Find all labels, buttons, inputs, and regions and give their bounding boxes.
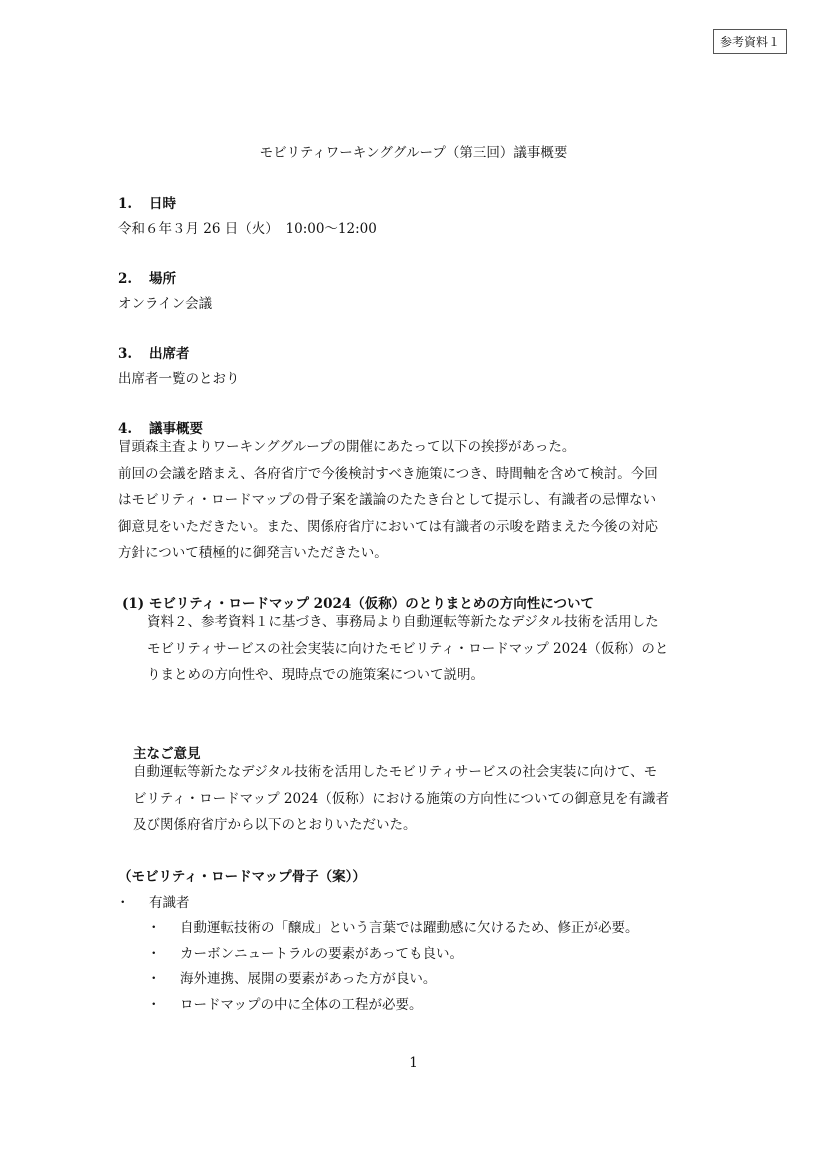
paragraph-line: 御意見をいただきたい。また、関係府省庁においては有識者の示唆を踏まえた今後の対応 [118, 518, 658, 535]
paragraph-line: 資料２、参考資料１に基づき、事務局より自動運転等新たなデジタル技術を活用した [147, 614, 659, 630]
bullet-glyph: ・ [147, 997, 161, 1013]
opinions-heading: 主なご意見 [133, 746, 201, 762]
section-number: 4. [118, 421, 133, 437]
section-heading-datetime [118, 192, 176, 212]
section-title: 出席者 [149, 346, 190, 362]
section-title: 議事概要 [149, 421, 203, 437]
page-number: 1 [409, 1055, 418, 1071]
paragraph-line: 前回の会議を踏まえ、各府省庁で今後検討すべき施策につき、時間軸を含めて検討。今回 [118, 465, 658, 482]
section-heading-attendees [118, 342, 190, 362]
section-heading-location [118, 267, 176, 287]
group-label-experts: 有識者 [149, 895, 190, 911]
section-title: 場所 [149, 271, 176, 287]
section-title: 日時 [149, 196, 176, 212]
datetime-value: 令和６年３月 26 日（火） 10:00～12:00 [118, 221, 377, 237]
paragraph-line: りまとめの方向性や、現時点での施策案について説明。 [147, 667, 484, 683]
attendees-value: 出席者一覧のとおり [118, 371, 240, 387]
section-number: 1. [118, 196, 133, 212]
opinion-item: ロードマップの中に全体の工程が必要。 [180, 997, 423, 1013]
bullet-glyph: ・ [147, 920, 161, 936]
document-title: モビリティワーキンググループ（第三回）議事概要 [259, 145, 568, 161]
bullet-glyph: ・ [147, 946, 161, 962]
subsection-heading: (1) モビリティ・ロードマップ 2024（仮称）のとりまとめの方向性について [122, 596, 594, 612]
bullet-glyph: ・ [116, 895, 130, 911]
paragraph-line: モビリティサービスの社会実装に向けたモビリティ・ロードマップ 2024（仮称）のと [147, 640, 669, 657]
paragraph-line: はモビリティ・ロードマップの骨子案を議論のたたき台として提示し、有識者の忌憚ない [118, 492, 657, 508]
opinion-item: 自動運転技術の「醸成」という言葉では躍動感に欠けるため、修正が必要。 [180, 920, 639, 936]
opinions-paragraph [133, 759, 669, 839]
subsection-paragraph [147, 609, 668, 689]
paragraph-line: 自動運転等新たなデジタル技術を活用したモビリティサービスの社会実装に向けて、モ [133, 764, 658, 780]
reference-label: 参考資料１ [713, 29, 787, 54]
summary-paragraph [118, 434, 658, 567]
bullet-glyph: ・ [147, 971, 161, 987]
opinion-item: 海外連携、展開の要素があった方が良い。 [180, 971, 437, 987]
opinion-item: カーボンニュートラルの要素があっても良い。 [180, 946, 463, 962]
roadmap-outline-heading: （モビリティ・ロードマップ骨子（案）） [118, 869, 366, 885]
section-number: 2. [118, 271, 133, 287]
section-number: 3. [118, 346, 133, 362]
paragraph-line: 冒頭森主査よりワーキンググループの開催にあたって以下の挨拶があった。 [118, 439, 576, 455]
paragraph-line: 方針について積極的に御発言いただきたい。 [118, 545, 388, 561]
paragraph-line: ビリティ・ロードマップ 2024（仮称）における施策の方向性についての御意見を有識者 [133, 790, 669, 807]
location-value: オンライン会議 [118, 296, 213, 312]
paragraph-line: 及び関係府省庁から以下のとおりいただいた。 [133, 817, 417, 833]
